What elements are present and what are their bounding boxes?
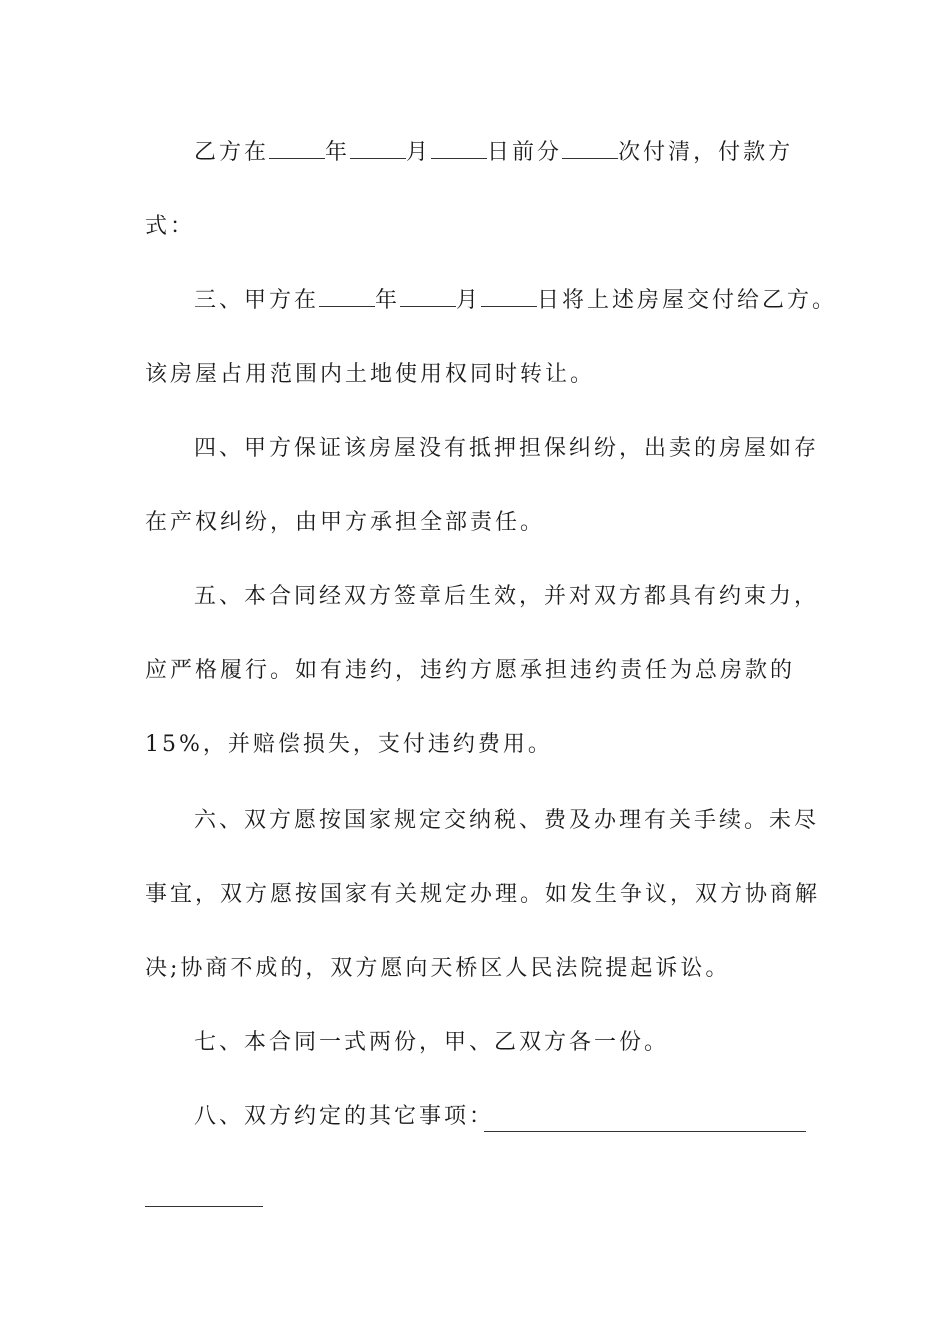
blank-field <box>145 1206 263 1207</box>
blank-field <box>481 286 537 307</box>
blank-field <box>562 138 618 159</box>
blank-field <box>484 1131 806 1132</box>
blank-field <box>319 286 375 307</box>
text-segment: 日前分 <box>487 140 563 165</box>
blank-field <box>400 286 456 307</box>
text-segment: 日将上述房屋交付给乙方。 <box>537 288 838 313</box>
paragraph-line: 15%，并赔偿损失，支付违约费用。 <box>145 732 553 757</box>
paragraph-line: 七、本合同一式两份，甲、乙双方各一份。 <box>194 1030 670 1055</box>
paragraph-line: 六、双方愿按国家规定交纳税、费及办理有关手续。未尽 <box>194 808 820 833</box>
blank-field <box>350 138 406 159</box>
blank-field <box>431 138 487 159</box>
paragraph-line: 四、甲方保证该房屋没有抵押担保纠纷，出卖的房屋如存 <box>194 436 820 461</box>
paragraph-line: 决;协商不成的，双方愿向天桥区人民法院提起诉讼。 <box>145 956 731 981</box>
text-segment: 年 <box>375 288 401 313</box>
delivery-date-line <box>194 286 874 316</box>
paragraph-line: 在产权纠纷，由甲方承担全部责任。 <box>145 510 546 535</box>
text-segment: 次付清，付款方 <box>618 140 794 165</box>
paragraph-line: 事宜，双方愿按国家有关规定办理。如发生争议，双方协商解 <box>145 882 821 907</box>
text-segment: 乙方在 <box>194 140 270 165</box>
text-segment: 三、甲方在 <box>194 288 320 313</box>
text-segment: 年 <box>325 140 351 165</box>
blank-field <box>269 138 325 159</box>
paragraph-line: 应严格履行。如有违约，违约方愿承担违约责任为总房款的 <box>145 658 796 683</box>
paragraph-line: 该房屋占用范围内土地使用权同时转让。 <box>145 362 596 387</box>
other-matters-line <box>194 1102 874 1132</box>
text-segment: 八、双方约定的其它事项： <box>194 1104 495 1129</box>
paragraph-line: 式： <box>145 214 196 239</box>
payment-terms-line <box>194 138 874 168</box>
text-segment: 月 <box>406 140 432 165</box>
paragraph-line: 五、本合同经双方签章后生效，并对双方都具有约束力， <box>194 584 820 609</box>
text-segment: 月 <box>456 288 482 313</box>
